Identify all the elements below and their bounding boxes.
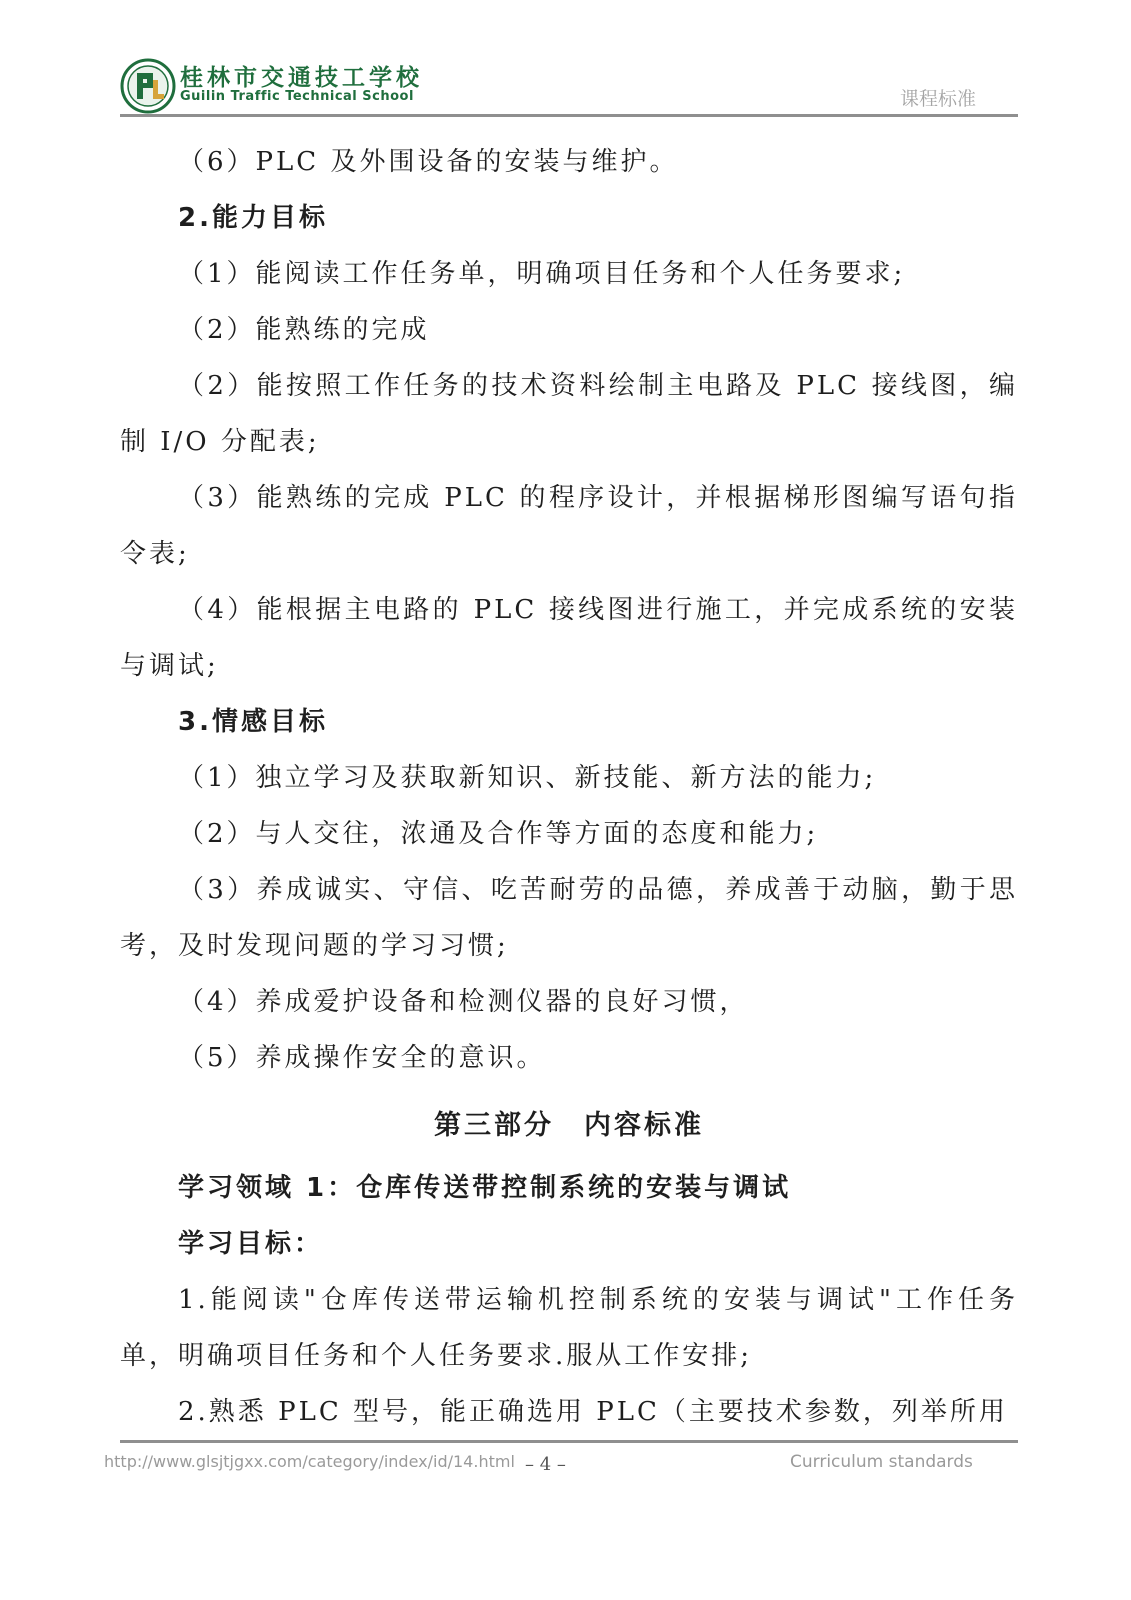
paragraph: （3）能熟练的完成 PLC 的程序设计，并根据梯形图编写语句指令表;	[120, 483, 1018, 569]
header-divider	[120, 114, 1018, 117]
subheading-emotional-goals: 3.情感目标	[178, 707, 328, 737]
page-header	[120, 50, 1018, 120]
page-body	[120, 134, 1018, 1440]
paragraph: （4）能根据主电路的 PLC 接线图进行施工，并完成系统的安装与调试;	[120, 595, 1018, 681]
paragraph: 2.熟悉 PLC 型号，能正确选用 PLC（主要技术参数，列举所用	[178, 1397, 1008, 1427]
paragraph: （1）独立学习及获取新知识、新技能、新方法的能力;	[178, 763, 877, 793]
subheading-ability-goals: 2.能力目标	[178, 203, 328, 233]
page-number: – 4 –	[525, 1454, 566, 1475]
footer-url[interactable]: http://www.glsjtjgxx.com/category/index/id/14.html	[104, 1452, 515, 1471]
paragraph: （3）养成诚实、守信、吃苦耐劳的品德，养成善于动脑，勤于思考，及时发现问题的学习习惯;	[120, 875, 1018, 961]
footer-divider	[120, 1440, 1018, 1443]
paragraph: （4）养成爱护设备和检测仪器的良好习惯，	[178, 987, 749, 1017]
paragraph: （2）能按照工作任务的技术资料绘制主电路及 PLC 接线图，编制 I/O 分配表;	[120, 371, 1018, 457]
school-logo-icon	[120, 58, 176, 114]
school-name-cn: 桂林市交通技工学校	[180, 65, 423, 91]
paragraph: （2）与人交往，浓通及合作等方面的态度和能力;	[178, 819, 819, 849]
learning-goals-heading: 学习目标：	[178, 1229, 324, 1259]
school-name-en: Guilin Traffic Technical School	[180, 89, 414, 104]
section-title: 第三部分 内容标准	[434, 1110, 704, 1141]
learning-area-heading: 学习领域 1：仓库传送带控制系统的安装与调试	[178, 1173, 792, 1203]
paragraph: （5）养成操作安全的意识。	[178, 1043, 546, 1073]
paragraph: （6）PLC 及外围设备的安装与维护。	[178, 147, 679, 177]
paragraph: （2）能熟练的完成	[178, 315, 430, 345]
paragraph: 1.能阅读"仓库传送带运输机控制系统的安装与调试"工作任务单，明确项目任务和个人任务要求.服从工作安排;	[120, 1285, 1018, 1371]
footer-label: Curriculum standards	[790, 1452, 973, 1472]
paragraph: （1）能阅读工作任务单，明确项目任务和个人任务要求;	[178, 259, 906, 289]
document-type-label: 课程标准	[899, 88, 976, 110]
